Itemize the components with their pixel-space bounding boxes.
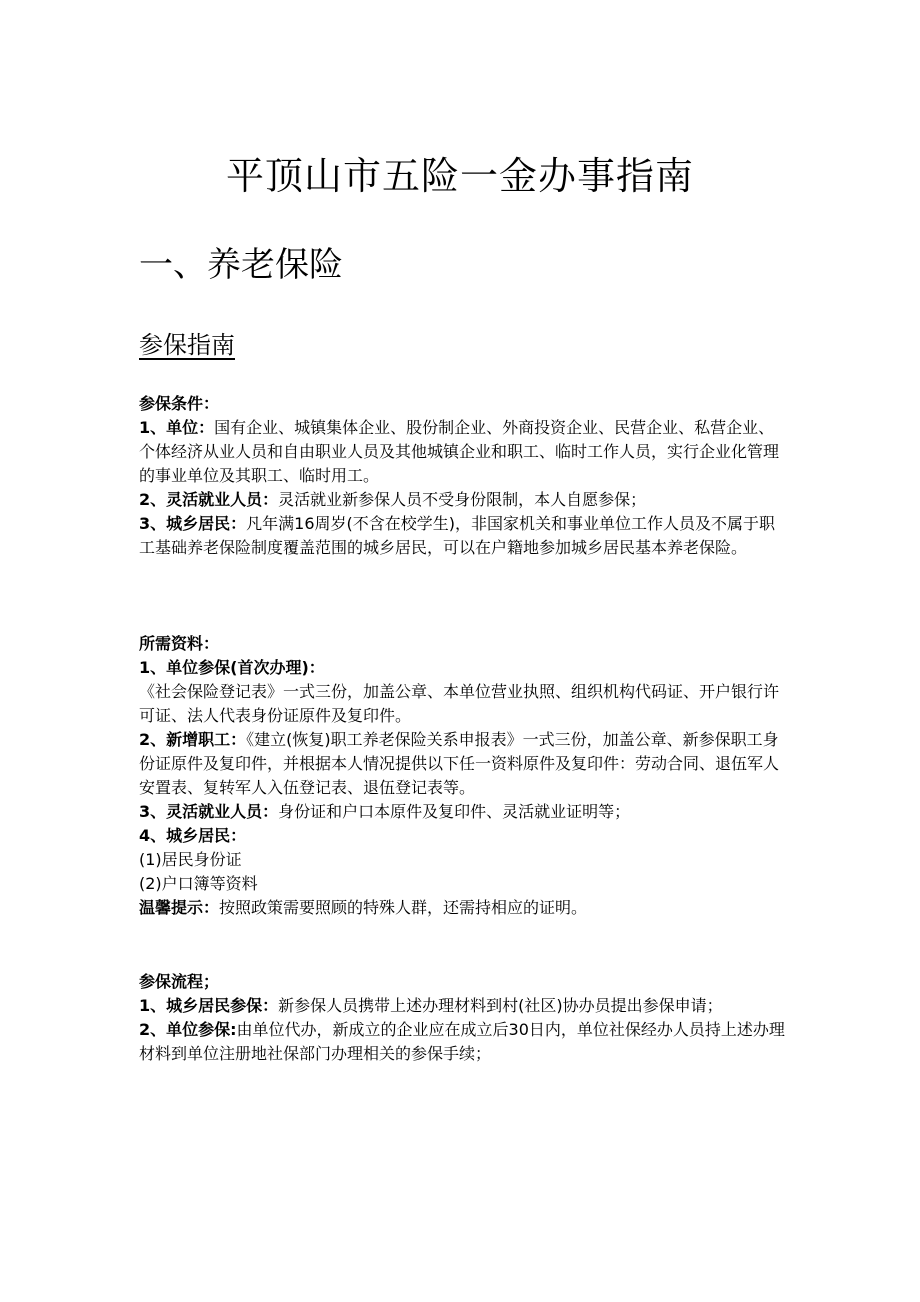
condition-text: 国有企业、城镇集体企业、股份制企业、外商投资企业、民营企业、私营企业、个体经济从业人员和自由职业人员及其他城镇企业和职工、临时工作人员，实行企业化管理的事业单位及其职工、临时用工。 <box>139 418 780 485</box>
process-item1 <box>139 994 789 1018</box>
materials-label: 2、新增职工： <box>139 730 247 749</box>
materials-item4-sub1: (1)居民身份证 <box>139 850 242 869</box>
materials-item1-text: 《社会保险登记表》一式三份，加盖公章、本单位营业执照、组织机构代码证、开户银行许可证、法人代表身份证原件及复印件。 <box>139 682 780 725</box>
process-label: 1、城乡居民参保： <box>139 996 279 1015</box>
process-section <box>139 970 789 1066</box>
materials-label: 3、灵活就业人员： <box>139 802 279 821</box>
tip-text: 按照政策需要照顾的特殊人群，还需持相应的证明。 <box>219 898 588 917</box>
condition-item-flexible <box>139 488 789 512</box>
condition-text: 灵活就业新参保人员不受身份限制，本人自愿参保； <box>278 490 647 509</box>
process-text: 新参保人员携带上述办理材料到村(社区)协办员提出参保申请； <box>278 996 723 1015</box>
materials-item4-label: 4、城乡居民： <box>139 826 247 845</box>
process-heading: 参保流程； <box>139 972 220 991</box>
materials-text: 身份证和户口本原件及复印件、灵活就业证明等； <box>278 802 631 821</box>
tip-label: 温馨提示： <box>139 898 220 917</box>
materials-item1-label: 1、单位参保(首次办理)： <box>139 658 325 677</box>
conditions-heading: 参保条件： <box>139 394 220 413</box>
process-label: 2、单位参保: <box>139 1020 237 1039</box>
condition-item-resident <box>139 512 789 560</box>
process-text: 由单位代办，新成立的企业应在成立后30日内，单位社保经办人员持上述办理材料到单位注册地社保部门办理相关的参保手续； <box>139 1020 785 1063</box>
materials-item2 <box>139 728 789 800</box>
subsection-heading-guide: 参保指南 <box>139 331 235 359</box>
condition-item-unit <box>139 416 789 488</box>
materials-item3 <box>139 800 789 824</box>
condition-text: 凡年满16周岁(不含在校学生)，非国家机关和事业单位工作人员及不属于职工基础养老保险制度覆盖范围的城乡居民，可以在户籍地参加城乡居民基本养老保险。 <box>139 514 775 557</box>
materials-item4-sub2: (2)户口簿等资料 <box>139 874 258 893</box>
process-item2 <box>139 1018 789 1066</box>
materials-tip <box>139 896 789 920</box>
condition-label: 2、灵活就业人员： <box>139 490 279 509</box>
materials-text: 《建立(恢复)职工养老保险关系申报表》一式三份，加盖公章、新参保职工身份证原件及复印件，并根据本人情况提供以下任一资料原件及复印件：劳动合同、退伍军人安置表、复转军人入伍登记表、退伍登记表等。 <box>139 730 780 797</box>
document-title: 平顶山市五险一金办事指南 <box>225 154 694 198</box>
materials-section <box>139 632 789 920</box>
condition-label: 1、单位： <box>139 418 215 437</box>
section-heading-pension: 一、养老保险 <box>139 245 343 285</box>
materials-heading: 所需资料： <box>139 634 220 653</box>
conditions-section <box>139 392 789 560</box>
condition-label: 3、城乡居民： <box>139 514 247 533</box>
